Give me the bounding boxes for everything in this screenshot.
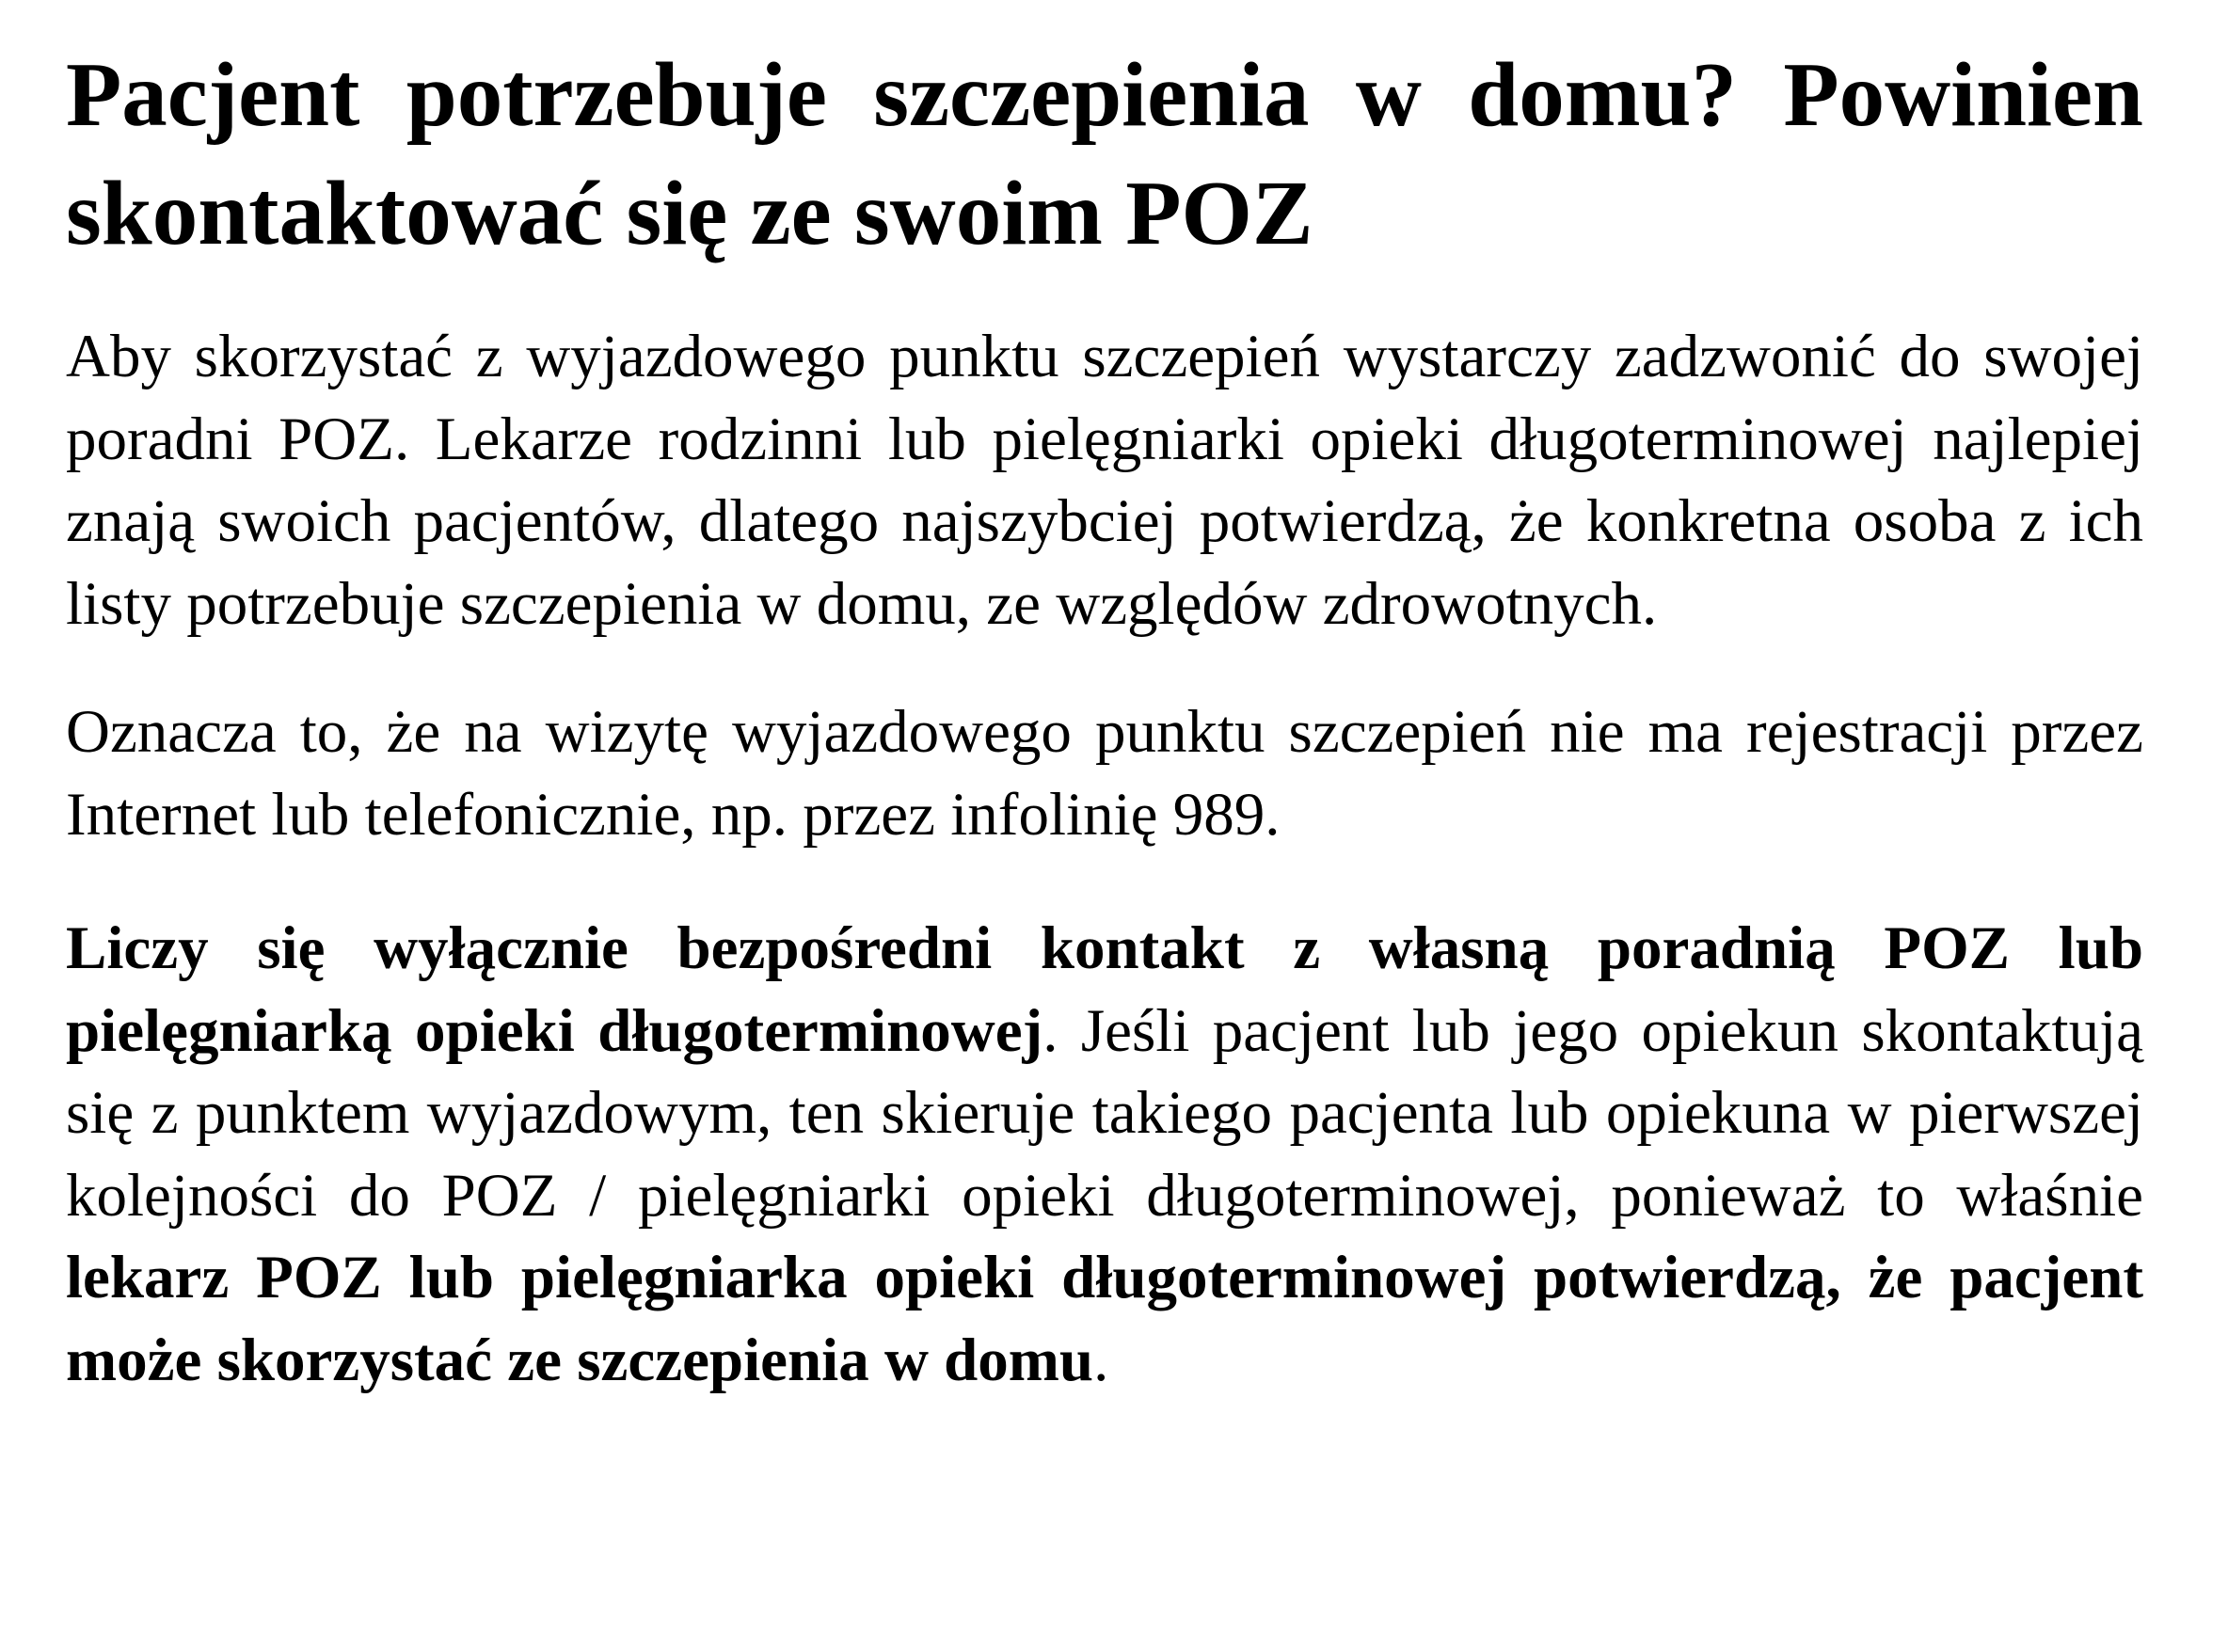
paragraph-no-registration: Oznacza to, że na wizytę wyjazdowego punktu szczepień nie ma rejestracji przez Internet lub telefonicznie, np. przez infolinię 989. xyxy=(66,698,2143,849)
paragraph-how-to-use: Aby skorzystać z wyjazdowego punktu szczepień wystarczy zadzwonić do swojej poradni POZ. Lekarze rodzinni lub pielęgniarki opieki długoterminowej najlepiej znają swoich pacjentów, dlatego najszybciej potwierdzą, że konkretna osoba z ich listy potrzebuje szczepienia w domu, ze względów zdrowotnych. xyxy=(66,323,2143,638)
bold-conclusion-text: lekarz POZ lub pielęgniarka opieki długoterminowej potwierdzą, że pacjent może skorzystać ze szczepienia w domu xyxy=(66,1244,2143,1394)
closing-period: . xyxy=(1093,1326,1109,1394)
paragraph-direct-contact xyxy=(66,908,2143,1402)
body-text: . Jeśli pacjent lub jego opiekun skontaktują się z punktem wyjazdowym, ten skieruje takiego pacjenta lub opiekuna w pierwszej kolejności do POZ / pielęgniarki opieki długoterminowej, ponieważ to właśnie xyxy=(66,996,2143,1230)
document-page xyxy=(66,36,2143,1402)
bold-intro-text: Liczy się wyłącznie bezpośredni kontakt z własną poradnią POZ lub pielęgniarką opieki długoterminowej xyxy=(66,914,2143,1065)
page-title: Pacjent potrzebuje szczepienia w domu? Powinien skontaktować się ze swoim POZ xyxy=(66,44,2143,263)
